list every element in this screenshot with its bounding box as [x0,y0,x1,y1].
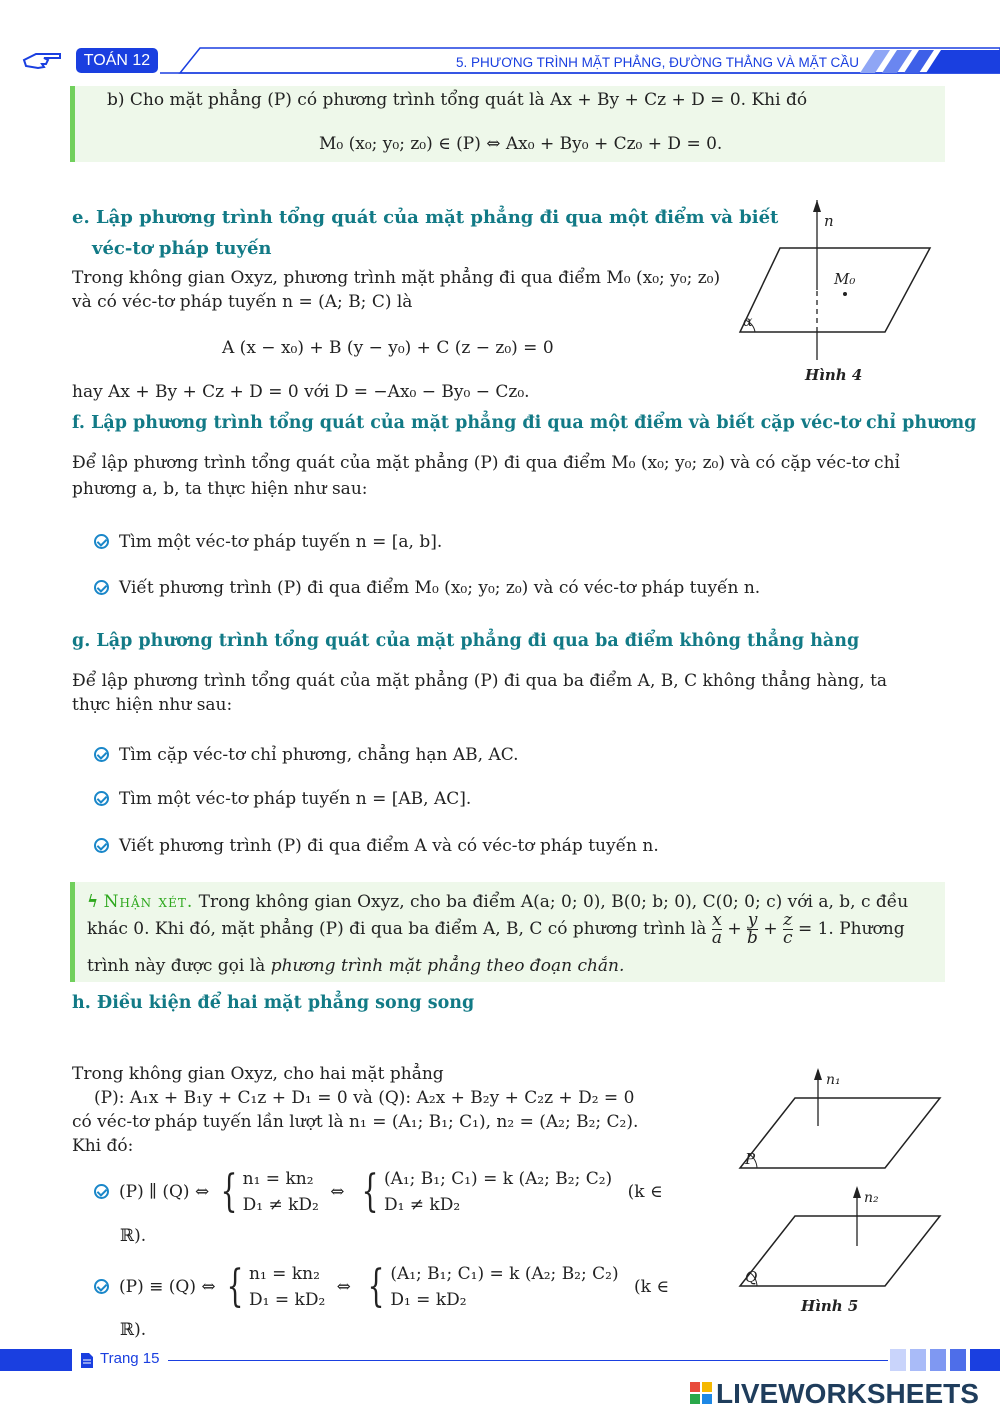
p-label: P [745,1150,756,1168]
brand-name: LIVEWORKSHEETS [716,1378,979,1409]
two-planes-diagram [735,1062,945,1322]
page-number: Trang 15 [100,1350,160,1367]
q-label: Q [745,1268,758,1286]
point-label: M₀ [834,270,856,288]
remark-box [70,882,945,982]
section-h-text-3: có véc-tơ pháp tuyến lần lượt là n₁ = (A₁; B₁; C₁), n₂ = (A₂; B₂; C₂). [72,1112,639,1132]
section-h-text-4: Khi đó: [72,1136,134,1156]
remark-line-2: khác 0. Khi đó, mặt phẳng (P) đi qua ba điểm A, B, C có phương trình là $\frac{x}{a}$ + $\frac{y}{b}$ + $\frac{z}{c}$ = 1. Phương [87,910,905,948]
section-e-text-1: Trong không gian Oxyz, phương trình mặt phẳng đi qua điểm M₀ (x₀; y₀; z₀) [72,268,721,288]
fraction: $\frac{z}{c}$ [783,910,793,948]
check-circle-icon [94,580,109,595]
check-circle-icon [94,838,109,853]
condition-coincide-tail: ℝ). [120,1320,147,1340]
figure-4-caption: Hình 4 [805,366,863,384]
section-e-text-2: và có véc-tơ pháp tuyến n = (A; B; C) là [72,292,413,312]
check-circle-icon [94,1184,109,1199]
plane-diagram [735,190,940,390]
brand-logo [690,1378,995,1410]
section-g-heading: g. Lập phương trình tổng quát của mặt phẳng đi qua ba điểm không thẳng hàng [72,631,860,651]
condition-parallel-tail: ℝ). [120,1226,147,1246]
remark-line-3: trình này được gọi là phương trình mặt phẳng theo đoạn chắn. [87,956,625,976]
plane-label: α [743,314,753,330]
footer-squares [890,1349,1000,1371]
box-b-text: b) Cho mặt phẳng (P) có phương trình tổng quát là Ax + By + Cz + D = 0. Khi đó [107,90,808,110]
check-circle-icon [94,1279,109,1294]
brand-mark-icon [690,1382,712,1404]
section-f-text-2: phương a, b, ta thực hiện như sau: [72,479,368,499]
footer [0,1345,1000,1375]
n2-label: n₂ [864,1190,879,1206]
section-e-text-3: hay Ax + By + Cz + D = 0 với D = −Ax₀ − By₀ − Cz₀. [72,382,530,402]
condition-parallel: (P) ∥ (Q) ⇔ { n₁ = kn₂ D₁ ≠ kD₂ ⇔ { (A₁; B₁; C₁) = k (A₂; B₂; C₂) D₁ ≠ kD₂ (k ∈ [94,1166,663,1218]
condition-coincide: (P) ≡ (Q) ⇔ { n₁ = kn₂ D₁ = kD₂ ⇔ { (A₁; B₁; C₁) = k (A₂; B₂; C₂) D₁ = kD₂ (k ∈ [94,1261,669,1313]
chapter-title: 5. PHƯƠNG TRÌNH MẶT PHẲNG, ĐƯỜNG THẲNG VÀ MẶT CẦU [456,55,860,70]
list-item: Tìm cặp véc-tơ chỉ phương, chẳng hạn AB, AC. [94,743,519,767]
list-item: Viết phương trình (P) đi qua điểm A và có véc-tơ pháp tuyến n. [94,834,659,858]
list-item: Tìm một véc-tơ pháp tuyến n = [a, b]. [94,530,442,554]
section-f-text-1: Để lập phương trình tổng quát của mặt phẳng (P) đi qua điểm M₀ (x₀; y₀; z₀) và có cặp véc-tơ chỉ [72,453,900,473]
section-g-text-2: thực hiện như sau: [72,695,233,715]
figure-5-caption: Hình 5 [801,1297,859,1315]
subject-label: TOÁN 12 [83,52,151,69]
header [0,40,1000,80]
footer-line [168,1360,888,1361]
box-b [70,86,945,162]
section-h-text-2: (P): A₁x + B₁y + C₁z + D₁ = 0 và (Q): A₂x + B₂y + C₂z + D₂ = 0 [94,1088,635,1108]
lightning-icon: ϟ [87,892,99,912]
pointing-hand-icon [22,48,64,72]
section-e-formula: A (x − x₀) + B (y − y₀) + C (z − z₀) = 0 [222,338,554,358]
subject-badge [76,48,158,73]
section-g-text-1: Để lập phương trình tổng quát của mặt phẳng (P) đi qua ba điểm A, B, C không thẳng hàng, ta [72,671,888,691]
section-h-heading: h. Điều kiện để hai mặt phẳng song song [72,993,475,1013]
section-f-heading: f. Lập phương trình tổng quát của mặt phẳng đi qua một điểm và biết cặp véc-tơ chỉ phương [72,413,977,433]
check-circle-icon [94,791,109,806]
fraction: $\frac{y}{b}$ [747,910,758,948]
box-b-formula: M₀ (x₀; y₀; z₀) ∈ (P) ⇔ Ax₀ + By₀ + Cz₀ + D = 0. [319,134,723,154]
normal-vector-label: n [824,212,834,230]
section-h-text-1: Trong không gian Oxyz, cho hai mặt phẳng [72,1064,444,1084]
footer-left-bar [0,1349,72,1371]
section-e-heading: e. Lập phương trình tổng quát của mặt phẳng đi qua một điểm và biết [72,207,779,228]
list-item: Tìm một véc-tơ pháp tuyến n = [AB, AC]. [94,787,471,811]
section-e-heading-2: véc-tơ pháp tuyến [92,238,272,259]
fraction: $\frac{x}{a}$ [711,910,722,948]
n1-label: n₁ [826,1072,841,1088]
remark-label: Nhận xét. [103,892,194,912]
check-circle-icon [94,534,109,549]
remark-line-1: ϟ Nhận xét. Trong không gian Oxyz, cho ba điểm A(a; 0; 0), B(0; b; 0), C(0; 0; c) với a, b, c đều [87,892,909,912]
figure-5 [735,1062,945,1322]
list-item: Viết phương trình (P) đi qua điểm M₀ (x₀; y₀; z₀) và có véc-tơ pháp tuyến n. [94,576,760,600]
check-circle-icon [94,747,109,762]
document-icon [80,1352,94,1369]
figure-4 [735,190,940,390]
